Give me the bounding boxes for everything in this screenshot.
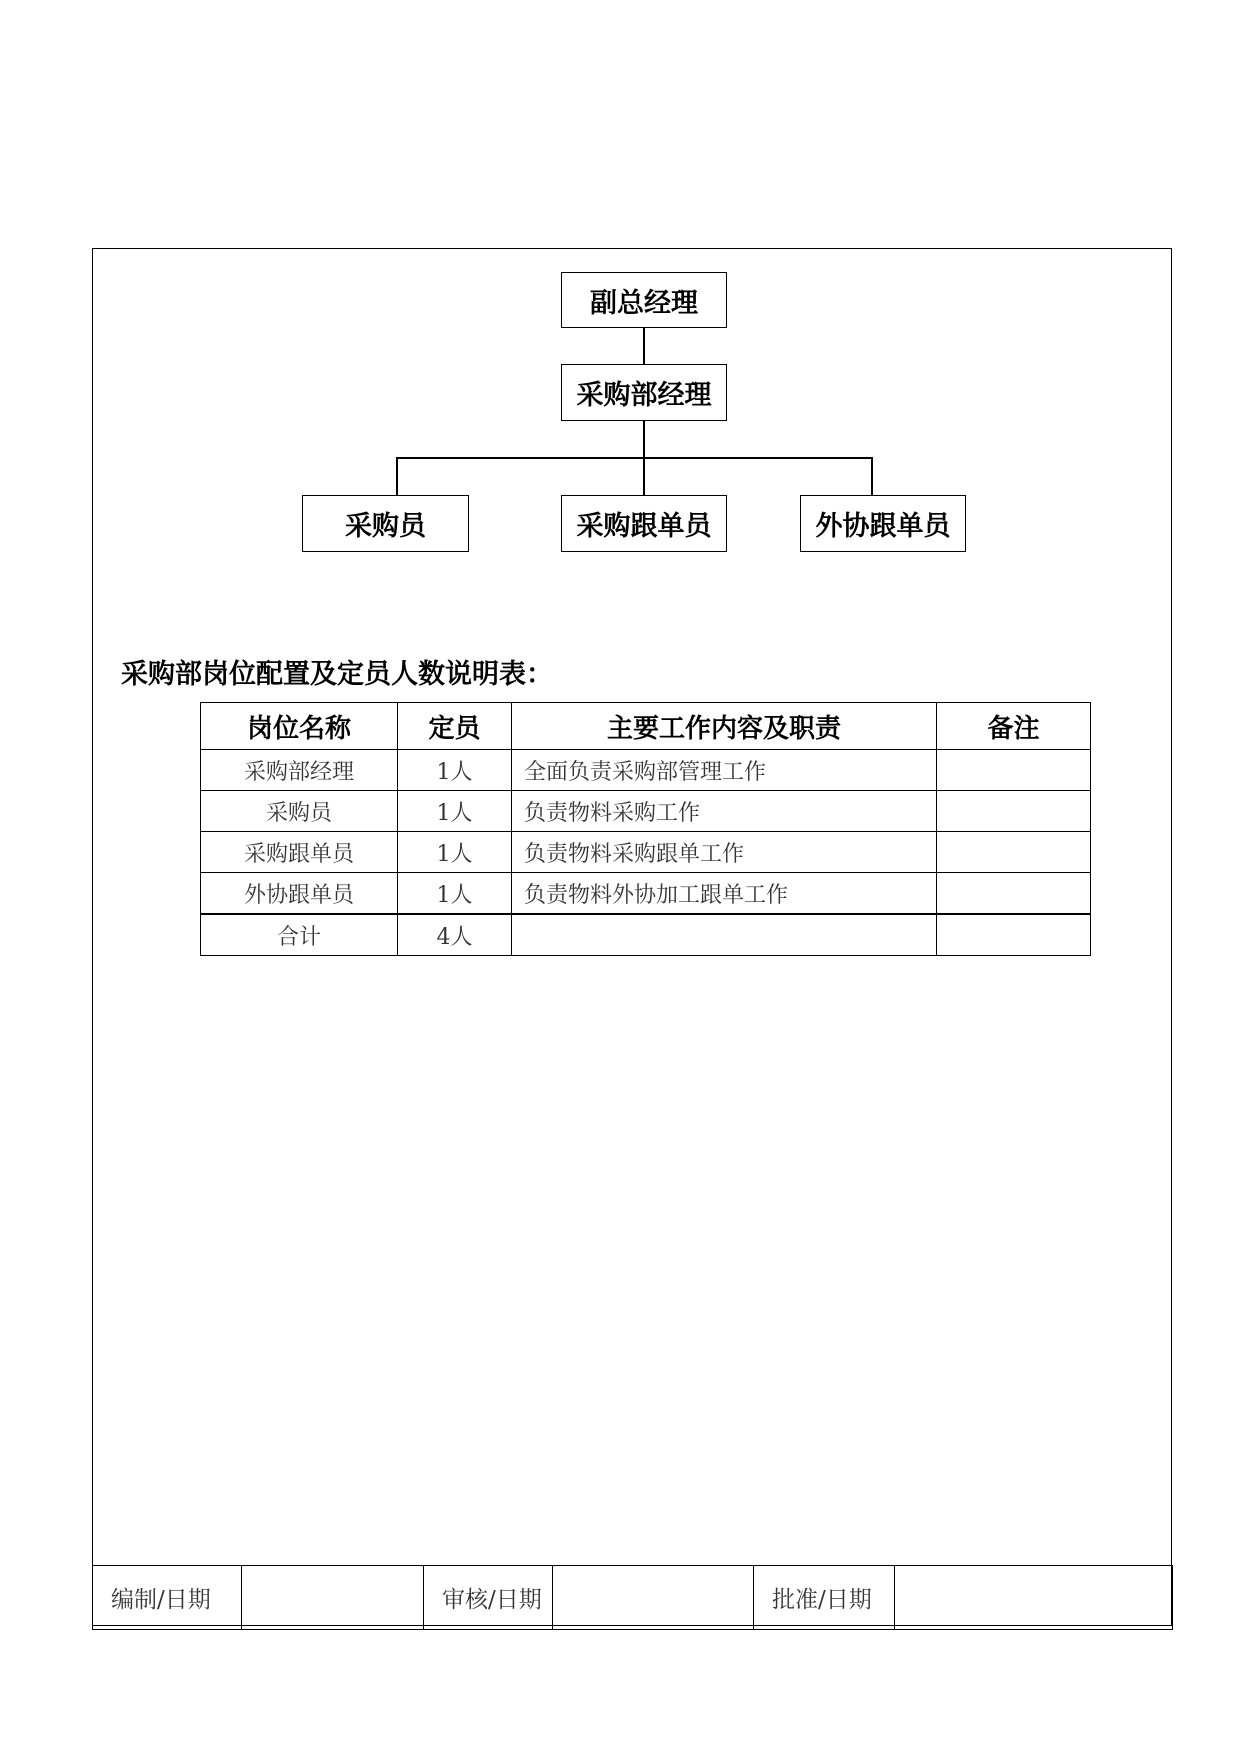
staff-table-title: 采购部岗位配置及定员人数说明表： <box>121 659 553 690</box>
cell-duties: 负责物料外协加工跟单工作 <box>512 873 937 915</box>
table-row <box>201 832 1091 873</box>
cell-duties: 负责物料采购跟单工作 <box>512 832 937 873</box>
org-label-outsourcing-follower: 外协跟单员 <box>815 511 951 542</box>
org-connector-top <box>643 328 645 364</box>
header-quota: 定员 <box>398 703 512 750</box>
cell-remark <box>937 873 1091 915</box>
cell-position: 采购部经理 <box>201 750 398 791</box>
approved-label: 批准/日期 <box>754 1566 895 1630</box>
table-row <box>201 791 1091 832</box>
org-label-purchase-follower: 采购跟单员 <box>576 511 712 542</box>
table-row <box>201 873 1091 915</box>
approved-value[interactable] <box>895 1566 1173 1630</box>
org-box-purchaser <box>302 495 469 552</box>
reviewed-label: 审核/日期 <box>424 1566 553 1630</box>
staff-table <box>200 702 1091 956</box>
compiled-value[interactable] <box>242 1566 424 1630</box>
cell-quota: 1人 <box>398 750 512 791</box>
cell-total-quota: 4人 <box>398 914 512 956</box>
org-box-outsourcing-follower <box>800 495 966 552</box>
table-row <box>201 750 1091 791</box>
cell-quota: 1人 <box>398 873 512 915</box>
signoff-row <box>93 1566 1173 1630</box>
header-remark: 备注 <box>937 703 1091 750</box>
org-connector-left <box>396 457 398 495</box>
org-connector-horizontal <box>396 457 872 459</box>
org-connector-right <box>871 457 873 495</box>
cell-duties: 负责物料采购工作 <box>512 791 937 832</box>
org-box-purchase-follower <box>561 495 727 552</box>
cell-total-label: 合计 <box>201 914 398 956</box>
cell-duties: 全面负责采购部管理工作 <box>512 750 937 791</box>
org-box-purchasing-manager <box>561 364 727 421</box>
org-label-vice-gm: 副总经理 <box>590 287 698 319</box>
reviewed-value[interactable] <box>553 1566 754 1630</box>
staff-table-header-row <box>201 703 1091 750</box>
cell-position: 外协跟单员 <box>201 873 398 915</box>
org-label-purchasing-manager: 采购部经理 <box>576 380 712 411</box>
cell-total-duties <box>512 914 937 956</box>
cell-position: 采购员 <box>201 791 398 832</box>
cell-remark <box>937 750 1091 791</box>
cell-position: 采购跟单员 <box>201 832 398 873</box>
signoff-table <box>92 1565 1173 1630</box>
compiled-label: 编制/日期 <box>93 1566 242 1630</box>
cell-total-remark <box>937 914 1091 956</box>
cell-quota: 1人 <box>398 791 512 832</box>
cell-remark <box>937 832 1091 873</box>
cell-quota: 1人 <box>398 832 512 873</box>
header-duties: 主要工作内容及职责 <box>512 703 937 750</box>
header-position: 岗位名称 <box>201 703 398 750</box>
org-box-vice-gm <box>561 272 727 328</box>
table-row-total <box>201 914 1091 956</box>
org-label-purchaser: 采购员 <box>345 511 426 542</box>
cell-remark <box>937 791 1091 832</box>
